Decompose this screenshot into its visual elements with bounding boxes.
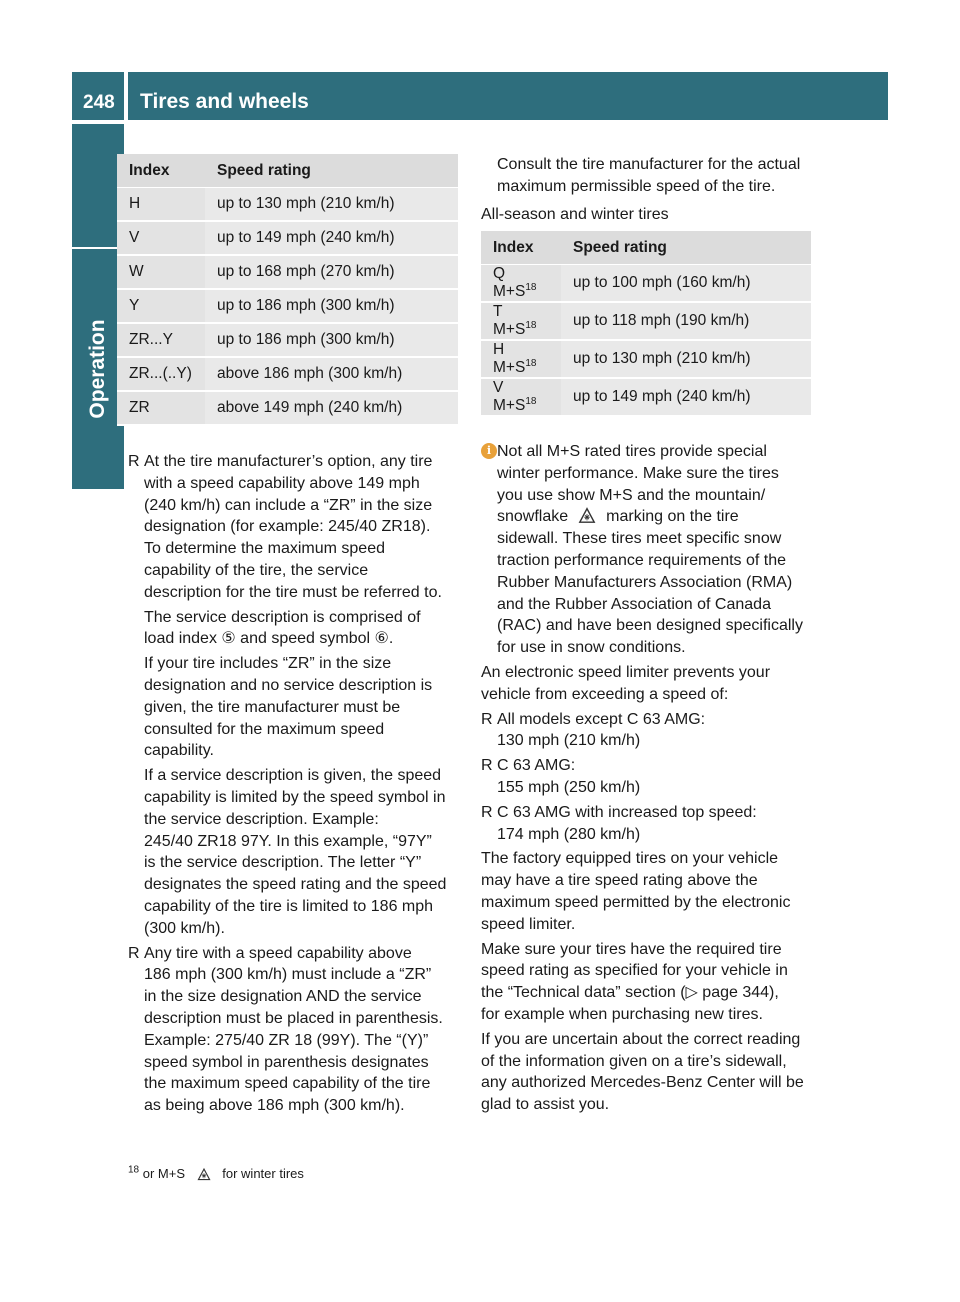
text-line: C 63 AMG with increased top speed: bbox=[497, 803, 757, 821]
text-fragment: marking on the tire bbox=[606, 508, 739, 526]
text-line: 174 mph (280 km/h) bbox=[497, 825, 641, 843]
index-text: H M+S bbox=[493, 341, 526, 376]
page-title: Tires and wheels bbox=[140, 90, 309, 113]
text-line: given, the tire manufacturer must be bbox=[144, 698, 401, 716]
table-cell-speed: up to 130 mph (210 km/h) bbox=[205, 188, 458, 222]
text-line: in the size designation AND the service bbox=[144, 988, 422, 1006]
text-line: (RAC) and have been designed specifically bbox=[497, 617, 803, 635]
text-line: any authorized Mercedes-Benz Center will be bbox=[481, 1074, 804, 1092]
text-line: To determine the maximum speed bbox=[144, 540, 385, 558]
paragraph-make-sure bbox=[481, 939, 821, 1026]
table-cell-speed: up to 149 mph (240 km/h) bbox=[205, 222, 458, 256]
text-line: 186 mph (300 km/h) must include a “ZR” bbox=[144, 966, 432, 984]
text-line: capability of the tire, the service bbox=[144, 561, 369, 579]
table-cell-speed: up to 186 mph (300 km/h) bbox=[205, 324, 458, 358]
text-line: (240 km/h) can include a “ZR” in the size bbox=[144, 496, 433, 514]
text-line: sidewall. These tires meet specific snow bbox=[497, 530, 782, 548]
text-line: you use show M+S and the mountain/ bbox=[497, 486, 766, 504]
text-line: as being above 186 mph (300 km/h). bbox=[144, 1097, 405, 1115]
table-row bbox=[481, 265, 811, 303]
table-row bbox=[481, 379, 811, 417]
table-cell-speed: up to 100 mph (160 km/h) bbox=[561, 265, 811, 303]
paragraph-consult bbox=[481, 154, 821, 198]
header-bar bbox=[128, 72, 888, 120]
table-cell-index: H bbox=[117, 188, 205, 222]
right-column-bottom bbox=[481, 441, 821, 1116]
text-line: glad to assist you. bbox=[481, 1096, 610, 1114]
page-reference-link[interactable]: the “Technical data” section (▷ page 344), bbox=[481, 984, 779, 1002]
text-line: The service description is comprised of bbox=[144, 608, 421, 626]
text-line: maximum permissible speed of the tire. bbox=[497, 177, 776, 195]
mountain-snowflake-icon bbox=[578, 506, 596, 524]
text-line: 245/40 ZR18 97Y. In this example, “97Y” bbox=[144, 832, 432, 850]
text-line: may have a tire speed rating above the bbox=[481, 872, 758, 890]
text-line: with a speed capability above 149 mph bbox=[144, 474, 420, 492]
page-number-box bbox=[72, 72, 124, 120]
index-text: T M+S bbox=[493, 303, 526, 338]
text-line: the service description. Example: bbox=[144, 810, 379, 828]
table-row bbox=[117, 324, 458, 358]
text-line: for use in snow conditions. bbox=[497, 639, 686, 657]
text-line: designation (for example: 245/40 ZR18). bbox=[144, 518, 431, 536]
bullet-marker: R bbox=[128, 944, 140, 962]
table-cell-speed: up to 168 mph (270 km/h) bbox=[205, 256, 458, 290]
text-line: capability is limited by the speed symbol in bbox=[144, 788, 446, 806]
text-line: An electronic speed limiter prevents your bbox=[481, 663, 771, 681]
text-line: designates the speed rating and the speed bbox=[144, 876, 447, 894]
text-line: speed limiter. bbox=[481, 915, 576, 933]
text-line: winter performance. Make sure the tires bbox=[497, 464, 779, 482]
text-line: 130 mph (210 km/h) bbox=[497, 732, 641, 750]
table-row bbox=[481, 341, 811, 379]
bullet-marker: R bbox=[481, 803, 493, 821]
table-cell-index: Y bbox=[117, 290, 205, 324]
table-header-row bbox=[481, 231, 811, 265]
text-line: is the service description. The letter “Y” bbox=[144, 854, 422, 872]
table-row bbox=[117, 256, 458, 290]
winter-speed-rating-table bbox=[481, 231, 811, 417]
text-line: Make sure your tires have the required tire bbox=[481, 940, 782, 958]
table-cell-index: W bbox=[117, 256, 205, 290]
text-line: If your tire includes “ZR” in the size bbox=[144, 655, 392, 673]
text-line bbox=[497, 506, 821, 528]
footnote-ref: 18 bbox=[525, 395, 537, 407]
bullet-c63 bbox=[481, 755, 821, 799]
table-header-speed: Speed rating bbox=[561, 231, 811, 265]
table-cell-index bbox=[481, 341, 561, 379]
table-cell-index bbox=[481, 303, 561, 341]
table-cell-speed: up to 118 mph (190 km/h) bbox=[561, 303, 811, 341]
text-line: load index ⑤ and speed symbol ⑥. bbox=[144, 630, 394, 648]
table-cell-index bbox=[481, 265, 561, 303]
mountain-snowflake-icon bbox=[197, 1167, 211, 1181]
right-column-top bbox=[481, 154, 821, 225]
text-line: At the tire manufacturer’s option, any tire bbox=[144, 453, 433, 470]
footnote-ref: 18 bbox=[525, 281, 537, 293]
index-text: V M+S bbox=[493, 379, 526, 414]
text-line: Example: 275/40 ZR 18 (99Y). The “(Y)” bbox=[144, 1031, 429, 1049]
text-line: and the Rubber Association of Canada bbox=[497, 595, 771, 613]
table-row bbox=[481, 303, 811, 341]
footnote-text: or M+S bbox=[142, 1166, 186, 1181]
footnote-ref: 18 bbox=[525, 319, 537, 331]
subheading-all-season: All-season and winter tires bbox=[481, 205, 669, 223]
table-header-speed: Speed rating bbox=[205, 154, 458, 188]
paragraph-service-given bbox=[128, 765, 468, 939]
text-line: of the information given on a tire’s sidewall, bbox=[481, 1052, 787, 1070]
text-line: All models except C 63 AMG: bbox=[497, 710, 706, 728]
text-line: If a service description is given, the speed bbox=[144, 767, 442, 785]
table-row bbox=[117, 392, 458, 426]
paragraph-speed-limiter bbox=[481, 662, 821, 706]
text-line: If you are uncertain about the correct reading bbox=[481, 1030, 801, 1048]
bullet-marker: R bbox=[128, 453, 140, 470]
text-line: maximum speed permitted by the electronic bbox=[481, 893, 791, 911]
footnote-number: 18 bbox=[128, 1164, 140, 1176]
bullet-zr bbox=[128, 451, 468, 604]
text-line: capability of the tire is limited to 186 mph bbox=[144, 897, 434, 915]
text-line: the maximum speed capability of the tire bbox=[144, 1075, 431, 1093]
footnote-ref: 18 bbox=[525, 357, 537, 369]
table-row bbox=[117, 222, 458, 256]
table-cell-index: ZR bbox=[117, 392, 205, 426]
bullet-marker: R bbox=[481, 710, 493, 728]
text-line: for example when purchasing new tires. bbox=[481, 1005, 763, 1023]
footnote-text: for winter tires bbox=[222, 1166, 304, 1181]
paragraph-service-description bbox=[128, 607, 468, 651]
text-line: designation and no service description is bbox=[144, 676, 433, 694]
bullet-all-models bbox=[481, 709, 821, 753]
speed-rating-table bbox=[117, 154, 458, 426]
table-cell-speed: above 149 mph (240 km/h) bbox=[205, 392, 458, 426]
bullet-marker: R bbox=[481, 757, 493, 775]
table-cell-speed: up to 130 mph (210 km/h) bbox=[561, 341, 811, 379]
table-row bbox=[117, 290, 458, 324]
table-cell-index: V bbox=[117, 222, 205, 256]
table-cell-index bbox=[481, 379, 561, 417]
text-line: traction performance requirements of the bbox=[497, 551, 787, 569]
table-cell-speed: up to 149 mph (240 km/h) bbox=[561, 379, 811, 417]
table-cell-speed: up to 186 mph (300 km/h) bbox=[205, 290, 458, 324]
bullet-c63-top-speed bbox=[481, 802, 821, 846]
table-header-index: Index bbox=[481, 231, 561, 265]
text-line: Not all M+S rated tires provide special bbox=[497, 443, 767, 460]
bullet-above-186 bbox=[128, 943, 468, 1117]
table-row bbox=[117, 188, 458, 222]
text-fragment: snowflake bbox=[497, 508, 569, 526]
text-line: C 63 AMG: bbox=[497, 757, 576, 775]
text-line: 155 mph (250 km/h) bbox=[497, 778, 641, 796]
info-icon: i bbox=[481, 443, 497, 459]
text-line: Any tire with a speed capability above bbox=[144, 944, 412, 962]
table-cell-index: ZR...(..Y) bbox=[117, 358, 205, 392]
left-column-text bbox=[128, 451, 468, 1117]
table-header-row bbox=[117, 154, 458, 188]
footnote bbox=[128, 1166, 304, 1181]
text-line: The factory equipped tires on your vehicle bbox=[481, 850, 779, 868]
text-line: description for the tire must be referred to. bbox=[144, 583, 442, 601]
table-cell-speed: above 186 mph (300 km/h) bbox=[205, 358, 458, 392]
paragraph-uncertain bbox=[481, 1029, 821, 1116]
text-line: speed rating as specified for your vehicle in bbox=[481, 962, 788, 980]
text-line: vehicle from exceeding a speed of: bbox=[481, 685, 729, 703]
paragraph-factory-tires bbox=[481, 848, 821, 935]
text-line: description must be placed in parenthesis. bbox=[144, 1009, 443, 1027]
table-row bbox=[117, 358, 458, 392]
text-line: Consult the tire manufacturer for the actual bbox=[497, 156, 801, 173]
table-header-index: Index bbox=[117, 154, 205, 188]
text-line: capability. bbox=[144, 742, 214, 760]
page-number: 248 bbox=[83, 92, 115, 113]
text-line: consulted for the maximum speed bbox=[144, 720, 385, 738]
text-line: (300 km/h). bbox=[144, 919, 225, 937]
text-line: Rubber Manufacturers Association (RMA) bbox=[497, 573, 793, 591]
paragraph-zr-no-service bbox=[128, 653, 468, 762]
side-tab-label: Operation bbox=[86, 319, 109, 419]
info-note bbox=[481, 441, 821, 659]
index-text: Q M+S bbox=[493, 265, 526, 300]
table-cell-index: ZR...Y bbox=[117, 324, 205, 358]
text-line: speed symbol in parenthesis designates bbox=[144, 1053, 429, 1071]
